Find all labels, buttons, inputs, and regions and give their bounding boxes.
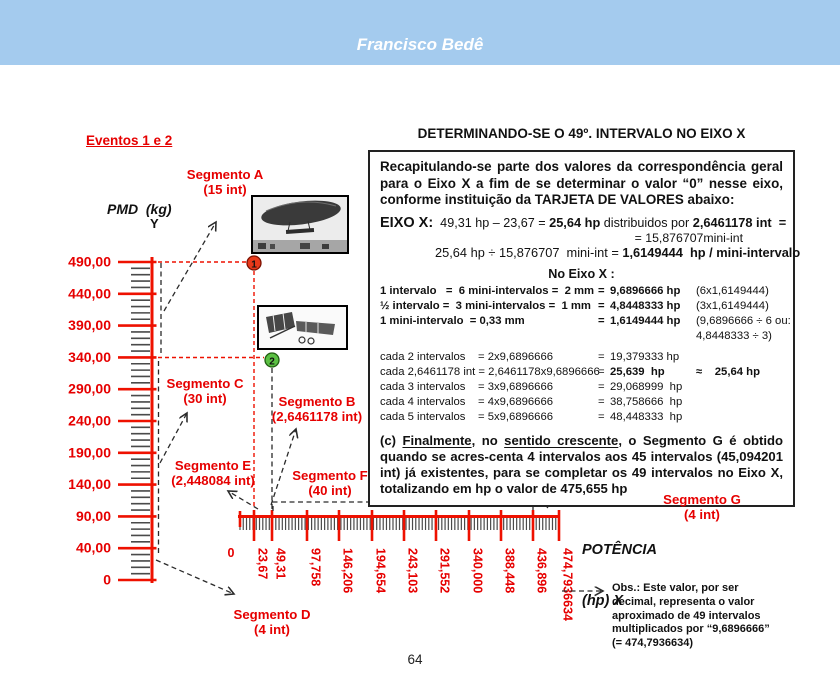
y-axis-tick-label: 140,00 bbox=[68, 476, 111, 493]
recap-box bbox=[368, 150, 801, 507]
y-axis-title: PMD (kg) bbox=[107, 201, 172, 217]
eixo-x-label: EIXO X: bbox=[380, 214, 434, 231]
segmento-f-label: Segmento F (40 int) bbox=[292, 468, 368, 498]
14bis-biplane-photo bbox=[258, 306, 347, 349]
y-axis bbox=[68, 254, 156, 588]
x-axis-tick-label: 49,31 bbox=[273, 548, 288, 580]
x-axis-title: POTÊNCIA (hp) X bbox=[582, 542, 657, 609]
x-axis-tick-label: 23,67 bbox=[255, 548, 270, 580]
event-marker-2 bbox=[265, 353, 279, 368]
calc-row: 1 intervalo = 6 mini-intervalos = 2 mm = 9,6896666 hp (6x1,6149444) bbox=[380, 284, 769, 297]
author-name: Francisco Bedê bbox=[356, 35, 484, 54]
recap-intro: Recapitulando-se parte dos valores da correspondência geral para o Eixo X a fim de se determinar o valor “0” nesse eixo, conforme instituição da TARJETA DE VALORES abaixo: bbox=[380, 159, 783, 207]
x-axis-tick-label: 291,552 bbox=[437, 548, 452, 594]
x-axis-tick-label: 340,000 bbox=[470, 548, 485, 594]
calc-row: cada 5 intervalos = 5x9,6896666 = 48,448333 hp bbox=[380, 410, 683, 423]
arrow-segmento-a bbox=[164, 222, 216, 311]
y-axis-tick-label: 90,00 bbox=[75, 507, 111, 524]
x-axis bbox=[228, 510, 575, 621]
calc-row-continuation: 4,8448333 ÷ 3) bbox=[696, 329, 772, 342]
y-axis-tick-label: 0 bbox=[103, 571, 111, 588]
arrow-segmento-c bbox=[160, 413, 187, 463]
calc-row: 1 mini-intervalo = 0,33 mm = 1,6149444 hp (9,6896666 ÷ 6 ou: bbox=[380, 314, 791, 327]
x-axis-tick-label: 388,448 bbox=[502, 548, 517, 594]
svg-text:1: 1 bbox=[251, 259, 257, 271]
obs-note: Obs.: Este valor, por ser decimal, representa o valor aproximado de 49 intervalos multiplicados por “9,6896666” (= 474,7936634) bbox=[612, 582, 770, 650]
y-axis-tick-label: 240,00 bbox=[68, 412, 111, 429]
event-marker-1 bbox=[247, 256, 261, 271]
calc-row: ½ intervalo = 3 mini-intervalos = 1 mm = 4,8448333 hp (3x1,6149444) bbox=[380, 299, 769, 312]
calc-row: cada 2 intervalos = 2x9,6896666 = 19,379333 hp bbox=[380, 350, 680, 363]
segmento-d-label: Segmento D (4 int) bbox=[233, 607, 311, 637]
interval-table bbox=[380, 284, 791, 425]
segmento-a-label: Segmento A (15 int) bbox=[186, 167, 264, 197]
y-axis-tick-label: 390,00 bbox=[68, 317, 111, 334]
x-axis-tick-label: 243,103 bbox=[405, 548, 420, 594]
segmento-c-label: Segmento C (30 int) bbox=[166, 376, 244, 406]
y-axis-tick-label: 440,00 bbox=[68, 285, 111, 302]
x-axis-tick-label: 97,758 bbox=[308, 548, 323, 587]
x-axis-tick-label: 194,654 bbox=[373, 548, 388, 594]
page-title: DETERMINANDO-SE O 49º. INTERVALO NO EIXO X bbox=[417, 126, 746, 141]
y-axis-tick-label: 190,00 bbox=[68, 444, 111, 461]
final-paragraph: (c) Finalmente, no sentido crescente, o Segmento G é obtido quando se acres-centa 4 intervalos aos 45 intervalos (45,094201 int) já existentes, para se completar os 49 intervalos no Eixo X, totalizando em hp o valor de 475,655 hp bbox=[380, 432, 784, 496]
x-axis-tick-label: 146,206 bbox=[340, 548, 355, 594]
svg-text:2: 2 bbox=[269, 356, 275, 368]
mini-int-result: = 15,876707mini-int bbox=[634, 230, 743, 245]
dirigible-airship-photo bbox=[252, 196, 348, 253]
x-axis-tick-label: 0 bbox=[227, 546, 235, 560]
hp-per-mini-interval: 25,64 hp ÷ 15,876707 mini-int = 1,6149444 hp / mini-intervalo bbox=[435, 244, 801, 260]
eixo-x-line: EIXO X: 49,31 hp – 23,67 = 25,64 hp distribuidos por 2,6461178 int = bbox=[380, 214, 787, 231]
segmento-g-label: Segmento G (4 int) bbox=[663, 492, 741, 522]
table-title: No Eixo X : bbox=[548, 266, 615, 281]
y-axis-letter: Y bbox=[150, 216, 159, 231]
y-axis-tick-label: 490,00 bbox=[68, 253, 111, 270]
arrow-segmento-d bbox=[156, 560, 234, 594]
calc-row: cada 4 intervalos = 4x9,6896666 = 38,758666 hp bbox=[380, 395, 683, 408]
x-axis-tick-label: 436,896 bbox=[534, 548, 549, 594]
y-axis-tick-label: 40,00 bbox=[75, 539, 111, 556]
y-axis-tick-label: 340,00 bbox=[68, 348, 111, 365]
page-number: 64 bbox=[407, 652, 423, 667]
calc-row: cada 2,6461178 int = 2,6461178x9,6896666 = 25,639 hp ≈ 25,64 hp bbox=[380, 365, 760, 378]
x-axis-tick-label: 474,7936634 bbox=[560, 548, 575, 621]
calc-row: cada 3 intervalos = 3x9,6896666 = 29,068999 hp bbox=[380, 380, 683, 393]
y-axis-tick-label: 290,00 bbox=[68, 380, 111, 397]
segmento-b-label: Segmento B (2,6461178 int) bbox=[271, 394, 363, 424]
eventos-label: Eventos 1 e 2 bbox=[86, 133, 173, 148]
arrow-segmento-e bbox=[228, 491, 258, 509]
segmento-e-label: Segmento E (2,448084 int) bbox=[171, 458, 255, 488]
